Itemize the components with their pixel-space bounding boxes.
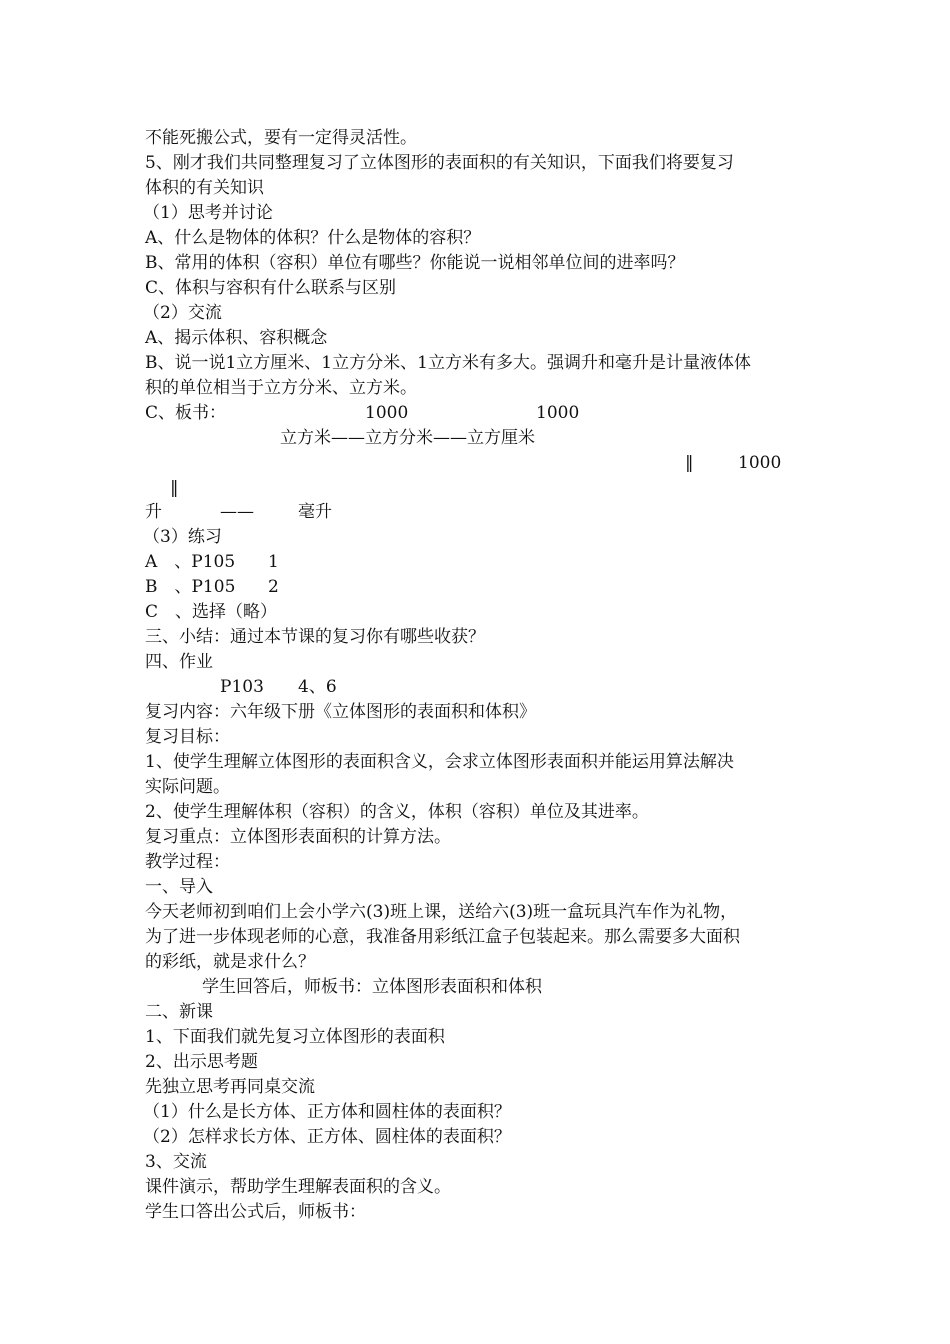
exercise-number: 1 xyxy=(268,552,279,572)
text-line: A 、P105 xyxy=(145,552,236,572)
text-line: 一、导入 xyxy=(145,877,213,897)
text-line: 二、新课 xyxy=(145,1002,213,1022)
text-line: 课件演示，帮助学生理解表面积的含义。 xyxy=(145,1177,451,1197)
text-line: （3）练习 xyxy=(143,527,222,547)
text-line: 不能死搬公式，要有一定得灵活性。 xyxy=(145,128,417,148)
text-line: 1、下面我们就先复习立体图形的表面积 xyxy=(145,1027,445,1047)
text-line: （1）思考并讨论 xyxy=(143,203,273,223)
text-line: 学生口答出公式后，师板书： xyxy=(145,1202,366,1222)
text-line: C 、选择（略） xyxy=(145,602,278,622)
text-line: 三、小结：通过本节课的复习你有哪些收获？ xyxy=(145,627,485,647)
text-line: 复习目标： xyxy=(145,727,230,747)
text-line: 5、刚才我们共同整理复习了立体图形的表面积的有关知识，下面我们将要复习 xyxy=(145,153,734,173)
text-line: 体积的有关知识 xyxy=(145,178,264,198)
text-line: 为了进一步体现老师的心意，我准备用彩纸江盒子包装起来。那么需要多大面积 xyxy=(145,927,740,947)
text-line: （1）什么是长方体、正方体和圆柱体的表面积？ xyxy=(143,1102,511,1122)
text-line: 积的单位相当于立方分米、立方米。 xyxy=(145,378,417,398)
text-line: 的彩纸，就是求什么？ xyxy=(145,952,315,972)
text-line: 2、使学生理解体积（容积）的含义，体积（容积）单位及其进率。 xyxy=(145,802,649,822)
text-line: C、体积与容积有什么联系与区别 xyxy=(145,278,397,298)
unit-chain: 立方米——立方分米——立方厘米 xyxy=(280,428,535,448)
text-line: A、揭示体积、容积概念 xyxy=(145,328,328,348)
homework-items: 4、6 xyxy=(298,677,337,697)
conversion-rate: 1000 xyxy=(738,453,782,473)
exercise-number: 2 xyxy=(268,577,279,597)
text-line: 复习重点：立体图形表面积的计算方法。 xyxy=(145,827,451,847)
conversion-rate: 1000 xyxy=(365,403,409,423)
text-line: A、什么是物体的体积？什么是物体的容积？ xyxy=(145,228,481,248)
text-line: 学生回答后，师板书：立体图形表面积和体积 xyxy=(202,977,542,997)
text-line: 复习内容：六年级下册《立体图形的表面积和体积》 xyxy=(145,702,536,722)
text-line: B、常用的体积（容积）单位有哪些？你能说一说相邻单位间的进率吗？ xyxy=(145,253,685,273)
unit-milliliter: 毫升 xyxy=(298,502,332,522)
text-line: C、板书： xyxy=(145,403,227,423)
text-line: 3、交流 xyxy=(145,1152,207,1172)
text-line: B、说一说1立方厘米、1立方分米、1立方米有多大。强调升和毫升是计量液体体 xyxy=(145,353,751,373)
text-line: 教学过程： xyxy=(145,852,230,872)
text-line: 1、使学生理解立体图形的表面积含义，会求立体图形表面积并能运用算法解决 xyxy=(145,752,734,772)
unit-liter: 升 xyxy=(145,502,162,522)
text-line: 先独立思考再同桌交流 xyxy=(145,1077,315,1097)
text-line: 今天老师初到咱们上会小学六(3)班上课，送给六(3)班一盒玩具汽车作为礼物， xyxy=(145,902,738,922)
text-line: B 、P105 xyxy=(145,577,236,597)
homework-page: P103 xyxy=(220,677,264,697)
equivalence-bar: ‖ xyxy=(685,453,694,473)
text-line: 实际问题。 xyxy=(145,777,230,797)
text-line: 四、作业 xyxy=(145,652,213,672)
equivalence-bar: ‖ xyxy=(170,478,179,498)
conversion-rate: 1000 xyxy=(536,403,580,423)
text-line: （2）怎样求长方体、正方体、圆柱体的表面积？ xyxy=(143,1127,511,1147)
unit-dash: —— xyxy=(220,502,254,522)
text-line: （2）交流 xyxy=(143,303,222,323)
text-line: 2、出示思考题 xyxy=(145,1052,258,1072)
